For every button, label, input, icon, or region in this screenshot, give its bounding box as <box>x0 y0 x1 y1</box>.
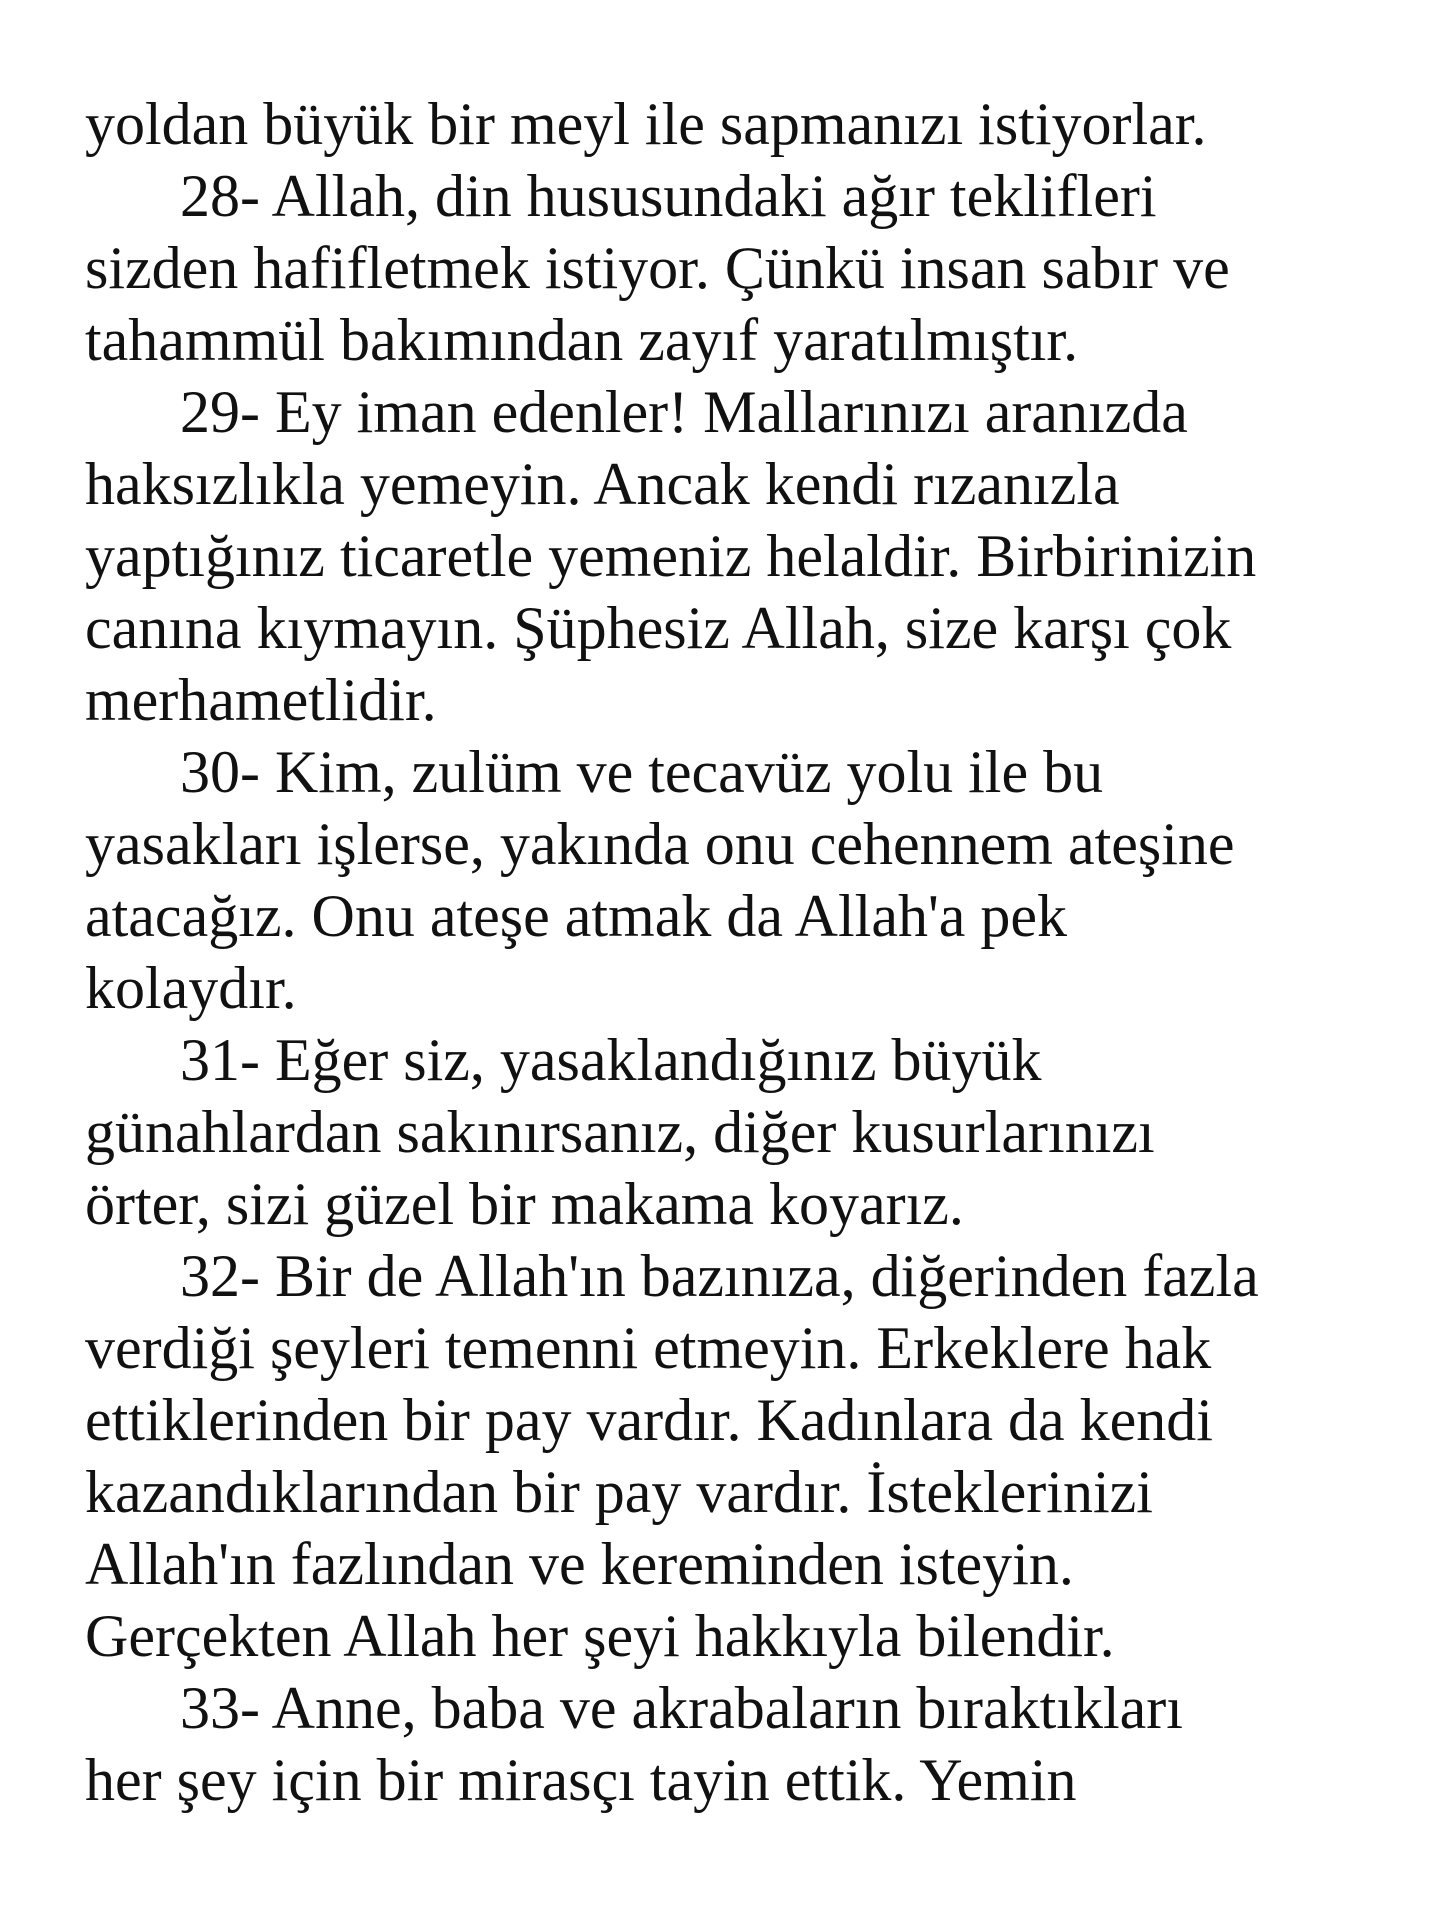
text-line: kazandıklarından bir pay vardır. İsteklerinizi <box>85 1459 1153 1525</box>
verse-31-start: 31- Eğer siz, yasaklandığınız büyük <box>180 1027 1042 1093</box>
verse-28-start: 28- Allah, din hususundaki ağır teklifleri <box>180 163 1157 229</box>
text-line: günahlardan sakınırsanız, diğer kusurlarınızı <box>85 1099 1155 1165</box>
text-line: ettiklerinden bir pay vardır. Kadınlara da kendi <box>85 1387 1213 1453</box>
text-line: yoldan büyük bir meyl ile sapmanızı istiyorlar. <box>85 91 1207 157</box>
text-line: yasakları işlerse, yakında onu cehennem ateşine <box>85 811 1235 877</box>
text-line: Gerçekten Allah her şeyi hakkıyla bilendir. <box>85 1603 1115 1669</box>
verse-32-start: 32- Bir de Allah'ın bazınıza, diğerinden fazla <box>180 1243 1259 1309</box>
text-line: her şey için bir mirasçı tayin ettik. Yemin <box>85 1747 1077 1813</box>
text-line: Allah'ın fazlından ve kereminden isteyin. <box>85 1531 1074 1597</box>
verse-30-start: 30- Kim, zulüm ve tecavüz yolu ile bu <box>180 739 1104 805</box>
body-text <box>85 88 1405 1816</box>
text-line: canına kıymayın. Şüphesiz Allah, size karşı çok <box>85 595 1232 661</box>
text-line: kolaydır. <box>85 955 297 1021</box>
text-line: haksızlıkla yemeyin. Ancak kendi rızanızla <box>85 451 1120 517</box>
text-line: atacağız. Onu ateşe atmak da Allah'a pek <box>85 883 1068 949</box>
text-line: sizden hafifletmek istiyor. Çünkü insan sabır ve <box>85 235 1230 301</box>
text-line: tahammül bakımından zayıf yaratılmıştır. <box>85 307 1079 373</box>
verse-33-start: 33- Anne, baba ve akrabaların bıraktıkları <box>180 1675 1183 1741</box>
text-line: verdiği şeyleri temenni etmeyin. Erkeklere hak <box>85 1315 1212 1381</box>
text-line: örter, sizi güzel bir makama koyarız. <box>85 1171 964 1237</box>
text-line: yaptığınız ticaretle yemeniz helaldir. Birbirinizin <box>85 523 1257 589</box>
text-line: merhametlidir. <box>85 667 437 733</box>
verse-29-start: 29- Ey iman edenler! Mallarınızı aranızda <box>180 379 1188 445</box>
